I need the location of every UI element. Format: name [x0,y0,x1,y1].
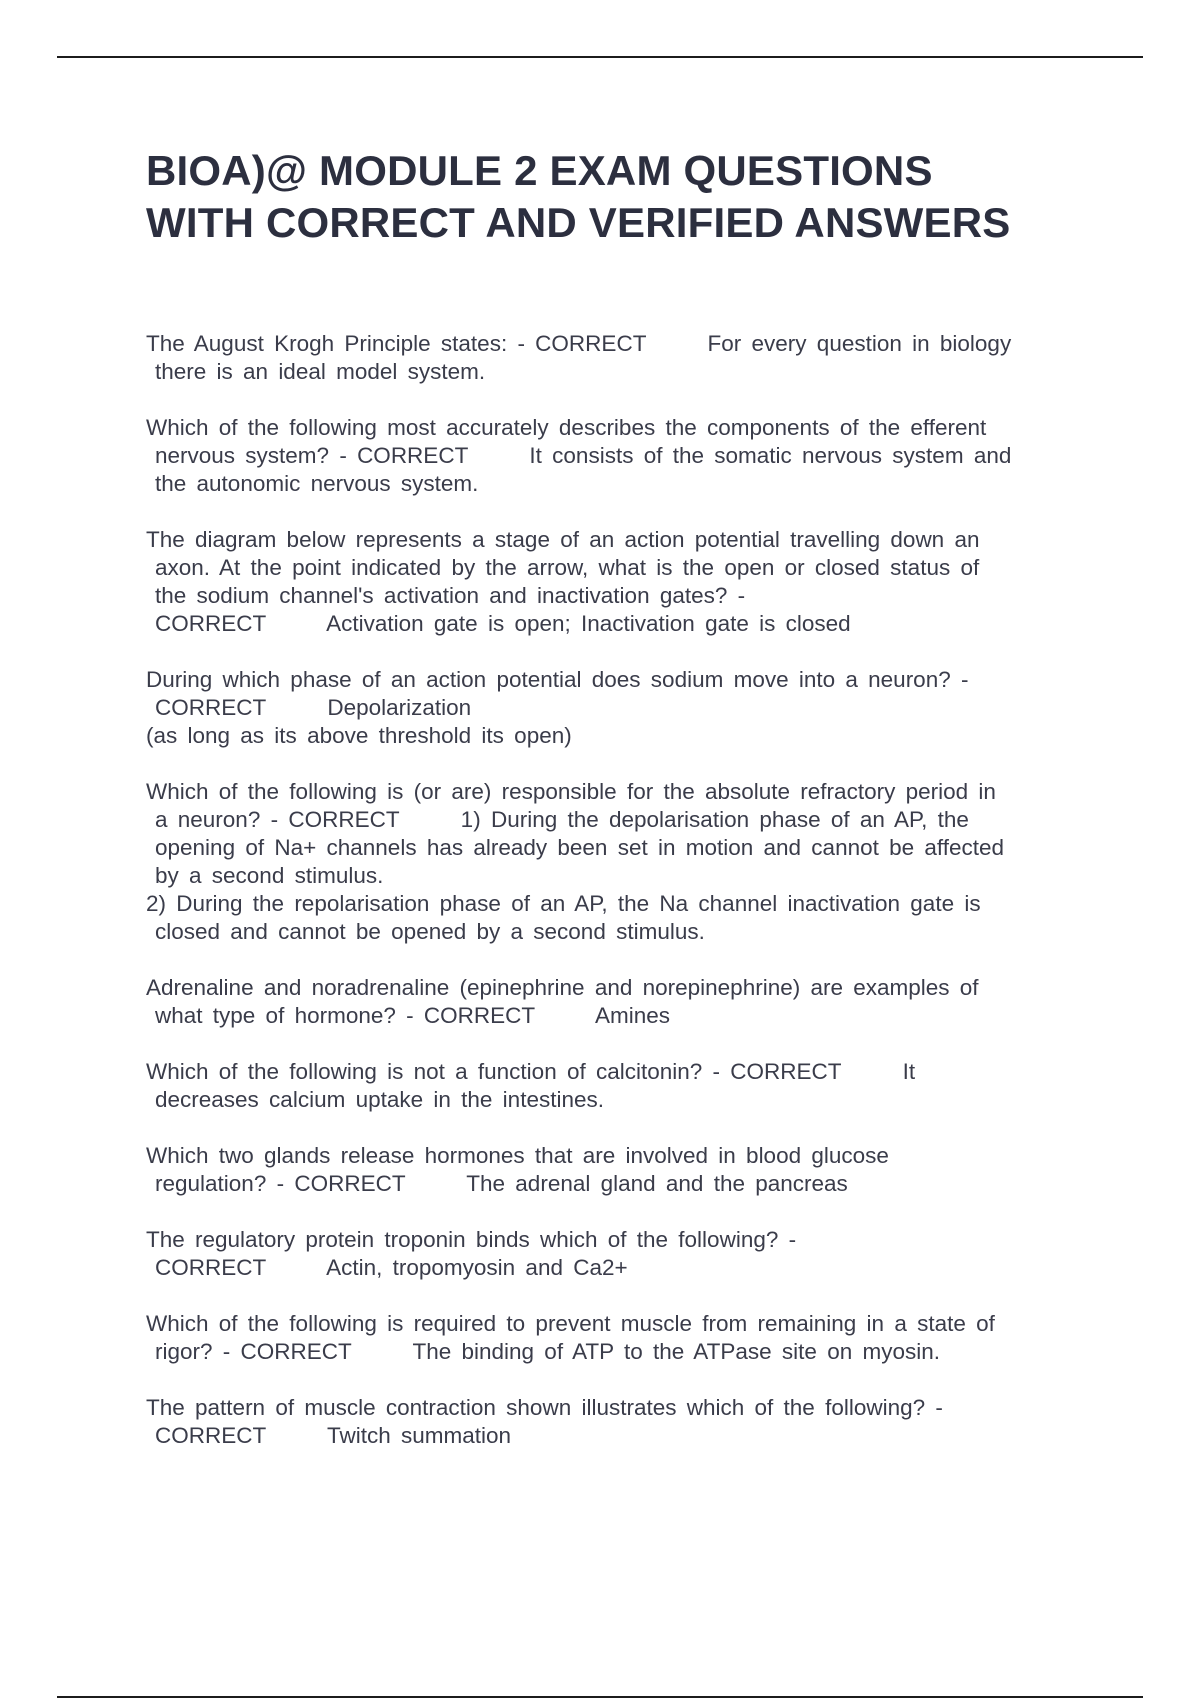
qa-line: there is an ideal model system. [155,359,486,384]
title-line-2: WITH CORRECT AND VERIFIED ANSWERS [146,199,1011,246]
qa-item [146,330,1086,386]
qa-line: The diagram below represents a stage of an action potential travelling down an [146,527,980,552]
qa-line: During which phase of an action potential does sodium move into a neuron? - [146,667,969,692]
qa-line: (as long as its above threshold its open) [146,723,572,748]
qa-line: Which of the following most accurately describes the components of the efferent [146,415,987,440]
qa-line: CORRECT Actin, tropomyosin and Ca2+ [155,1255,628,1280]
question-answer-list [146,330,1086,1478]
qa-line: what type of hormone? - CORRECT Amines [155,1003,671,1028]
qa-line: The August Krogh Principle states: - CORRECT For every question in biology [146,331,1012,356]
qa-line: CORRECT Twitch summation [155,1423,511,1448]
qa-item [146,1394,1086,1450]
qa-line: a neuron? - CORRECT 1) During the depolarisation phase of an AP, the [155,807,969,832]
qa-line: nervous system? - CORRECT It consists of the somatic nervous system and [155,443,1012,468]
qa-item [146,1310,1086,1366]
qa-line: the autonomic nervous system. [155,471,479,496]
qa-line: The pattern of muscle contraction shown illustrates which of the following? - [146,1395,943,1420]
qa-line: rigor? - CORRECT The binding of ATP to the ATPase site on myosin. [155,1339,940,1364]
top-rule [57,56,1143,58]
qa-item [146,526,1086,638]
bottom-rule [57,1696,1143,1698]
qa-line: closed and cannot be opened by a second stimulus. [155,919,705,944]
qa-line: Which of the following is (or are) responsible for the absolute refractory period in [146,779,996,804]
qa-line: CORRECT Activation gate is open; Inactivation gate is closed [155,611,851,636]
qa-item [146,974,1086,1030]
document-title [146,145,1126,249]
qa-line: by a second stimulus. [155,863,384,888]
qa-item [146,414,1086,498]
qa-line: Which of the following is not a function of calcitonin? - CORRECT It [146,1059,916,1084]
qa-item [146,778,1086,946]
qa-line: axon. At the point indicated by the arrow, what is the open or closed status of [155,555,980,580]
qa-line: the sodium channel's activation and inactivation gates? - [155,583,746,608]
qa-item [146,1142,1086,1198]
title-line-1: BIOA)@ MODULE 2 EXAM QUESTIONS [146,147,933,194]
qa-line: regulation? - CORRECT The adrenal gland and the pancreas [155,1171,848,1196]
qa-line: The regulatory protein troponin binds which of the following? - [146,1227,797,1252]
qa-line: 2) During the repolarisation phase of an AP, the Na channel inactivation gate is [146,891,981,916]
qa-line: Which two glands release hormones that are involved in blood glucose [146,1143,889,1168]
qa-item [146,1226,1086,1282]
qa-line: decreases calcium uptake in the intestines. [155,1087,604,1112]
qa-item [146,1058,1086,1114]
qa-line: CORRECT Depolarization [155,695,472,720]
qa-item [146,666,1086,750]
qa-line: opening of Na+ channels has already been set in motion and cannot be affected [155,835,1005,860]
qa-line: Adrenaline and noradrenaline (epinephrine and norepinephrine) are examples of [146,975,979,1000]
qa-line: Which of the following is required to prevent muscle from remaining in a state of [146,1311,995,1336]
